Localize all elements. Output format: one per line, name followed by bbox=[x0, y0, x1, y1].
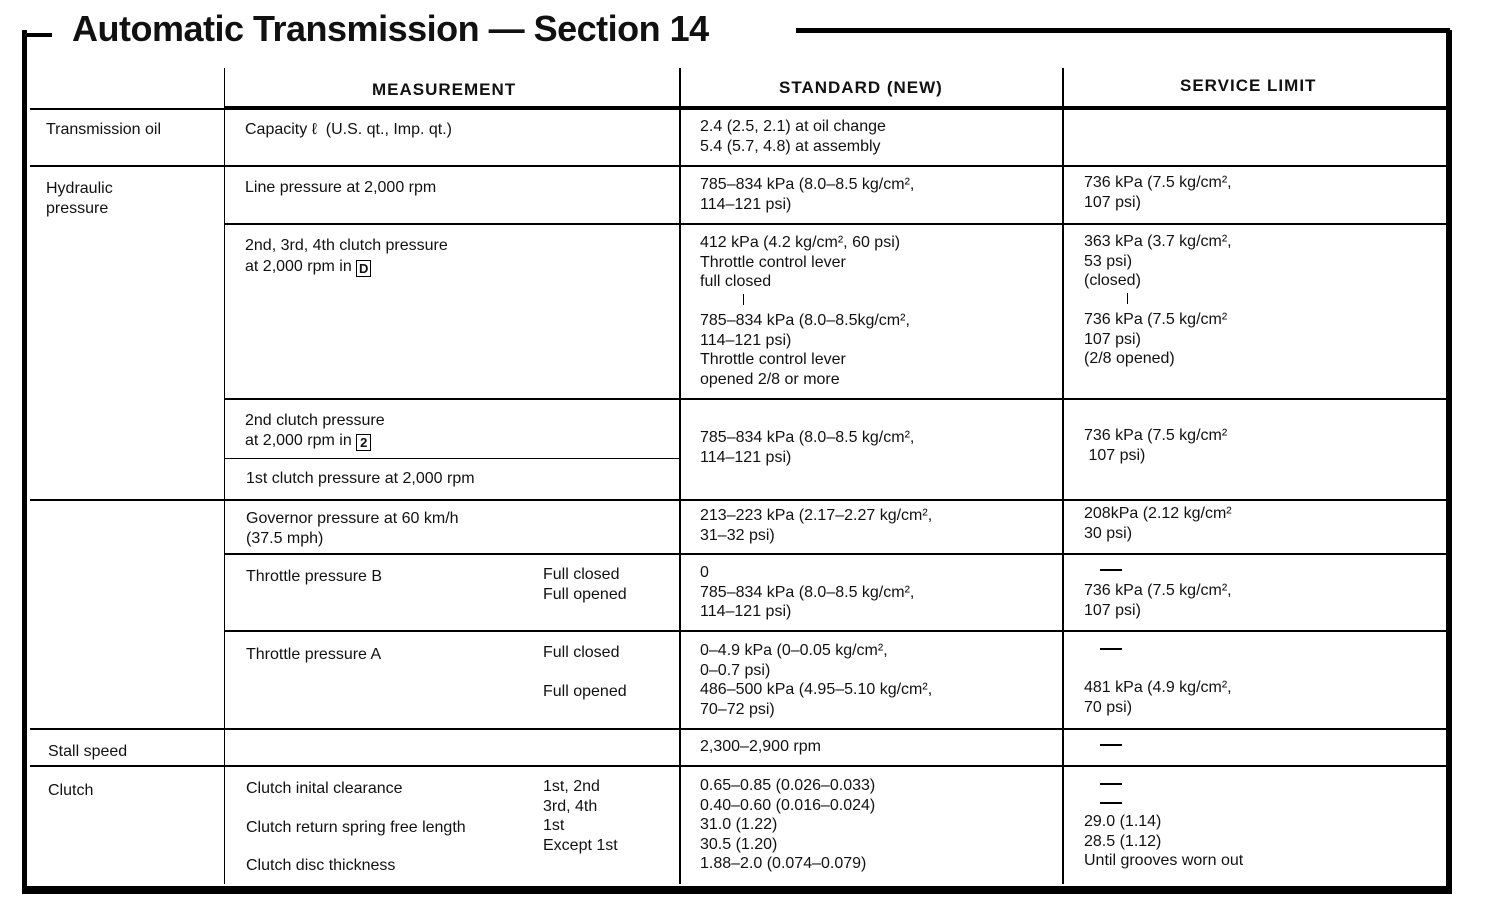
category-stall-speed: Stall speed bbox=[48, 743, 128, 760]
measurement-clutch-disc: Clutch disc thickness bbox=[246, 857, 396, 874]
measurement-clutch-spring: Clutch return spring free length bbox=[246, 819, 466, 836]
no-limit-dash bbox=[1100, 569, 1122, 571]
measurement-clutch-234-rpm: at 2,000 rpm in D bbox=[245, 257, 371, 277]
service-throttle-b: 736 kPa (7.5 kg/cm², 107 psi) bbox=[1084, 582, 1232, 619]
standard-throttle-a-closed: 0–4.9 kPa (0–0.05 kg/cm², 0–0.7 psi) bbox=[700, 642, 888, 679]
measurement-clutch-2nd: 2nd clutch pressure bbox=[245, 412, 385, 429]
standard-line-pressure: 785–834 kPa (8.0–8.5 kg/cm², 114–121 psi) bbox=[700, 176, 915, 213]
no-limit-dash bbox=[1100, 648, 1122, 650]
condition-throttle-b: Full closed Full opened bbox=[543, 566, 627, 603]
range-2-symbol: 2 bbox=[356, 434, 371, 451]
no-limit-dash bbox=[1100, 783, 1122, 785]
measurement-clutch-1st: 1st clutch pressure at 2,000 rpm bbox=[246, 470, 475, 487]
range-d-symbol: D bbox=[356, 260, 371, 277]
page-title: Automatic Transmission — Section 14 bbox=[72, 8, 719, 50]
service-clutch-2nd: 736 kPa (7.5 kg/cm² 107 psi) bbox=[1084, 427, 1228, 464]
service-line-pressure: 736 kPa (7.5 kg/cm², 107 psi) bbox=[1084, 174, 1232, 211]
measurement-throttle-b: Throttle pressure B bbox=[246, 568, 383, 585]
standard-clutch-2nd: 785–834 kPa (8.0–8.5 kg/cm², 114–121 psi) bbox=[700, 429, 915, 466]
measurement-clutch-2nd-rpm: at 2,000 rpm in 2 bbox=[245, 431, 371, 451]
standard-throttle-a-open: 486–500 kPa (4.95–5.10 kg/cm², 70–72 psi) bbox=[700, 681, 933, 718]
standard-capacity: 2.4 (2.5, 2.1) at oil change 5.4 (5.7, 4.8) at assembly bbox=[700, 118, 886, 155]
no-limit-dash bbox=[1100, 744, 1122, 746]
condition-throttle-a-open: Full opened bbox=[543, 683, 627, 700]
standard-clutch-234-closed: 412 kPa (4.2 kg/cm², 60 psi) Throttle control lever full closed bbox=[700, 234, 901, 290]
standard-stall-speed: 2,300–2,900 rpm bbox=[700, 738, 821, 755]
standard-governor: 213–223 kPa (2.17–2.27 kg/cm², 31–32 psi) bbox=[700, 507, 933, 544]
no-limit-dash bbox=[1100, 802, 1122, 804]
col-header-service-limit: SERVICE LIMIT bbox=[1180, 76, 1317, 95]
col-header-measurement: MEASUREMENT bbox=[372, 80, 517, 99]
range-tick bbox=[1127, 293, 1128, 304]
measurement-throttle-a: Throttle pressure A bbox=[246, 646, 382, 663]
condition-clutch: 1st, 2nd 3rd, 4th 1st Except 1st bbox=[543, 778, 618, 854]
frame-top-rule-right bbox=[796, 28, 1450, 33]
category-transmission-oil: Transmission oil bbox=[46, 121, 161, 138]
frame-top-rule-left bbox=[22, 33, 52, 37]
range-tick bbox=[743, 294, 744, 305]
condition-throttle-a-closed: Full closed bbox=[543, 644, 620, 661]
measurement-clutch-clearance: Clutch inital clearance bbox=[246, 780, 403, 797]
service-governor: 208kPa (2.12 kg/cm² 30 psi) bbox=[1084, 505, 1232, 542]
service-clutch-234-open: 736 kPa (7.5 kg/cm² 107 psi) (2/8 opened) bbox=[1084, 311, 1228, 367]
service-clutch-234-closed: 363 kPa (3.7 kg/cm², 53 psi) (closed) bbox=[1084, 233, 1232, 289]
measurement-governor: Governor pressure at 60 km/h (37.5 mph) bbox=[246, 510, 459, 547]
measurement-capacity: Capacity ℓ (U.S. qt., Imp. qt.) bbox=[245, 121, 453, 138]
service-clutch: 29.0 (1.14) 28.5 (1.12) Until grooves worn out bbox=[1084, 813, 1244, 869]
standard-clutch: 0.65–0.85 (0.026–0.033) 0.40–0.60 (0.016–0.024) 31.0 (1.22) 30.5 (1.20) 1.88–2.0 (0.074–0.079) bbox=[700, 777, 876, 872]
col-header-standard: STANDARD (NEW) bbox=[779, 78, 943, 97]
category-hydraulic-pressure: Hydraulic pressure bbox=[46, 180, 113, 217]
category-clutch: Clutch bbox=[48, 782, 94, 799]
standard-clutch-234-open: 785–834 kPa (8.0–8.5kg/cm², 114–121 psi) Throttle control lever opened 2/8 or more bbox=[700, 312, 910, 388]
measurement-clutch-234: 2nd, 3rd, 4th clutch pressure bbox=[245, 237, 448, 254]
measurement-line-pressure: Line pressure at 2,000 rpm bbox=[245, 179, 437, 196]
standard-throttle-b: 0 785–834 kPa (8.0–8.5 kg/cm², 114–121 psi) bbox=[700, 564, 915, 620]
service-throttle-a: 481 kPa (4.9 kg/cm², 70 psi) bbox=[1084, 679, 1232, 716]
